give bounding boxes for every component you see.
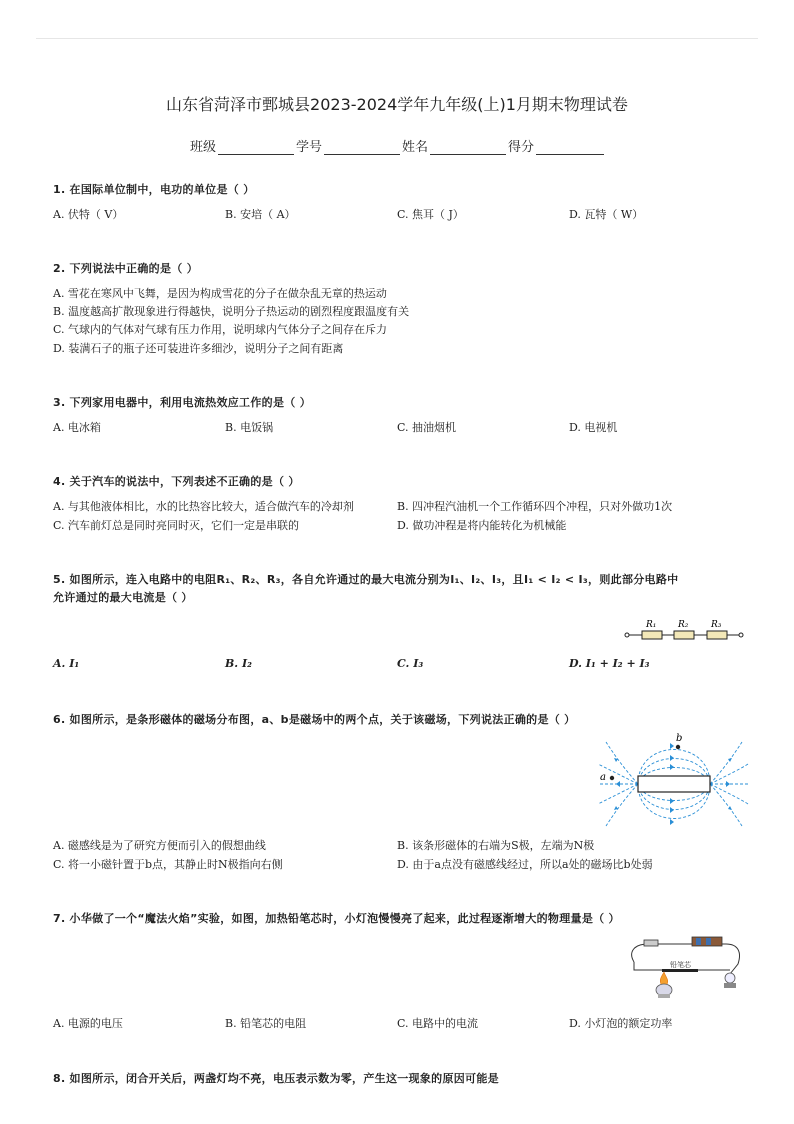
- bulb-holder: [724, 983, 736, 988]
- name-label: 姓名: [402, 140, 429, 155]
- question-4: [53, 473, 300, 489]
- battery-cell-2: [706, 938, 711, 945]
- q3-option-d[interactable]: D. 电视机: [569, 421, 618, 434]
- q3-option-b[interactable]: B. 电饭锅: [225, 421, 274, 434]
- label-r1: R₁: [646, 620, 657, 630]
- top-divider: [36, 38, 758, 39]
- q3-option-c[interactable]: C. 抽油烟机: [397, 421, 457, 434]
- q7-option-d[interactable]: D. 小灯泡的额定功率: [569, 1017, 673, 1030]
- q6-option-a[interactable]: A. 磁感线是为了研究方便而引入的假想曲线: [53, 839, 266, 852]
- q2-option-d[interactable]: D. 装满石子的瓶子还可装进许多细沙，说明分子之间有距离: [53, 342, 344, 355]
- label-r2: R₂: [678, 620, 689, 630]
- question-3: [53, 394, 311, 410]
- q3-option-a[interactable]: A. 电冰箱: [53, 421, 101, 434]
- q5-option-c[interactable]: C. I₃: [397, 657, 424, 670]
- question-6: [53, 711, 576, 727]
- q7-option-b[interactable]: B. 铅笔芯的电阻: [225, 1017, 307, 1030]
- class-label: 班级: [190, 140, 217, 155]
- question-6-stem: 6. 如图所示，是条形磁体的磁场分布图，a、b是磁场中的两个点，关于该磁场，下列说法正确的是（ ）: [53, 713, 576, 726]
- question-5-stem-line2: 允许通过的最大电流是（ ）: [53, 591, 193, 604]
- point-b: [676, 745, 680, 749]
- q6-option-b[interactable]: B. 该条形磁体的右端为S极，左端为N极: [397, 839, 595, 852]
- q4-option-b[interactable]: B. 四冲程汽油机一个工作循环四个冲程，只对外做功1次: [397, 500, 673, 513]
- q1-option-c[interactable]: C. 焦耳（ J）: [397, 208, 464, 221]
- q4-option-d[interactable]: D. 做功冲程是将内能转化为机械能: [397, 519, 567, 532]
- question-7: [53, 910, 620, 926]
- question-7-stem: 7. 小华做了一个“魔法火焰”实验，如图，加热铅笔芯时，小灯泡慢慢亮了起来，此过程逐渐增大的物理量是（ ）: [53, 912, 620, 925]
- label-r3: R₃: [711, 620, 722, 630]
- question-8-stem: 8. 如图所示，闭合开关后，两盏灯均不亮，电压表示数为零，产生这一现象的原因可能是: [53, 1072, 499, 1085]
- resistor-r2: [674, 631, 694, 639]
- exam-title: 山东省菏泽市鄄城县2023-2024学年九年级(上)1月期末物理试卷: [166, 95, 628, 114]
- question-3-stem: 3. 下列家用电器中，利用电流热效应工作的是（ ）: [53, 396, 311, 409]
- bar-magnet-field-figure: [596, 734, 748, 830]
- pencil-lead-label: 铅笔芯: [670, 961, 691, 969]
- q7-option-c[interactable]: C. 电路中的电流: [397, 1017, 479, 1030]
- point-a: [610, 776, 614, 780]
- class-blank[interactable]: [218, 140, 294, 155]
- q7-option-a[interactable]: A. 电源的电压: [53, 1017, 123, 1030]
- score-label: 得分: [508, 140, 535, 155]
- bar-magnet: [638, 776, 710, 792]
- question-2: [53, 260, 198, 276]
- q5-option-d[interactable]: D. I₁ + I₂ + I₃: [569, 657, 650, 670]
- question-4-stem: 4. 关于汽车的说法中，下列表述不正确的是（ ）: [53, 475, 300, 488]
- terminal-left: [625, 633, 629, 637]
- pencil-lead: [662, 969, 698, 972]
- q6-option-d[interactable]: D. 由于a点没有磁感线经过，所以a处的磁场比b处弱: [397, 858, 653, 871]
- q1-option-a[interactable]: A. 伏特（ V）: [53, 208, 124, 221]
- question-1-stem: 1. 在国际单位制中，电功的单位是（ ）: [53, 183, 255, 196]
- battery-cell-1: [696, 938, 701, 945]
- q4-option-a[interactable]: A. 与其他液体相比，水的比热容比较大，适合做汽车的冷却剂: [53, 500, 354, 513]
- q6-option-c[interactable]: C. 将一小磁针置于b点，其静止时N极指向右侧: [53, 858, 283, 871]
- terminal-right: [739, 633, 743, 637]
- label-b: b: [676, 733, 683, 744]
- student-info-row: [190, 136, 606, 155]
- pencil-lead-circuit-figure: [626, 934, 744, 1004]
- q1-option-d[interactable]: D. 瓦特（ W）: [569, 208, 644, 221]
- switch-icon: [644, 940, 658, 946]
- question-5-line2: [53, 589, 193, 605]
- q4-option-c[interactable]: C. 汽车前灯总是同时亮同时灭，它们一定是串联的: [53, 519, 300, 532]
- question-2-stem: 2. 下列说法中正确的是（ ）: [53, 262, 198, 275]
- student-id-label: 学号: [296, 140, 323, 155]
- resistor-series-figure: [624, 618, 744, 644]
- student-id-blank[interactable]: [324, 140, 400, 155]
- question-8: [53, 1070, 499, 1086]
- resistor-r1: [642, 631, 662, 639]
- q5-option-a[interactable]: A. I₁: [53, 657, 80, 670]
- q2-option-c[interactable]: C. 气球内的气体对气球有压力作用，说明球内气体分子之间存在斥力: [53, 323, 388, 336]
- q5-option-b[interactable]: B. I₂: [225, 657, 252, 670]
- resistor-r3: [707, 631, 727, 639]
- question-5: [53, 571, 678, 587]
- question-5-stem-line1: 5. 如图所示，连入电路中的电阻R₁、R₂、R₃，各自允许通过的最大电流分别为I₁、I₂、I₃，且I₁ < I₂ < I₃，则此部分电路中: [53, 573, 679, 586]
- name-blank[interactable]: [430, 140, 506, 155]
- bulb-icon: [725, 973, 735, 983]
- question-1: [53, 181, 255, 197]
- lamp-base: [658, 994, 670, 998]
- label-a: a: [600, 772, 606, 783]
- score-blank[interactable]: [536, 140, 604, 155]
- q2-option-b[interactable]: B. 温度越高扩散现象进行得越快，说明分子热运动的剧烈程度跟温度有关: [53, 305, 410, 318]
- q1-option-b[interactable]: B. 安培（ A）: [225, 208, 296, 221]
- q2-option-a[interactable]: A. 雪花在寒风中飞舞，是因为构成雪花的分子在做杂乱无章的热运动: [53, 287, 387, 300]
